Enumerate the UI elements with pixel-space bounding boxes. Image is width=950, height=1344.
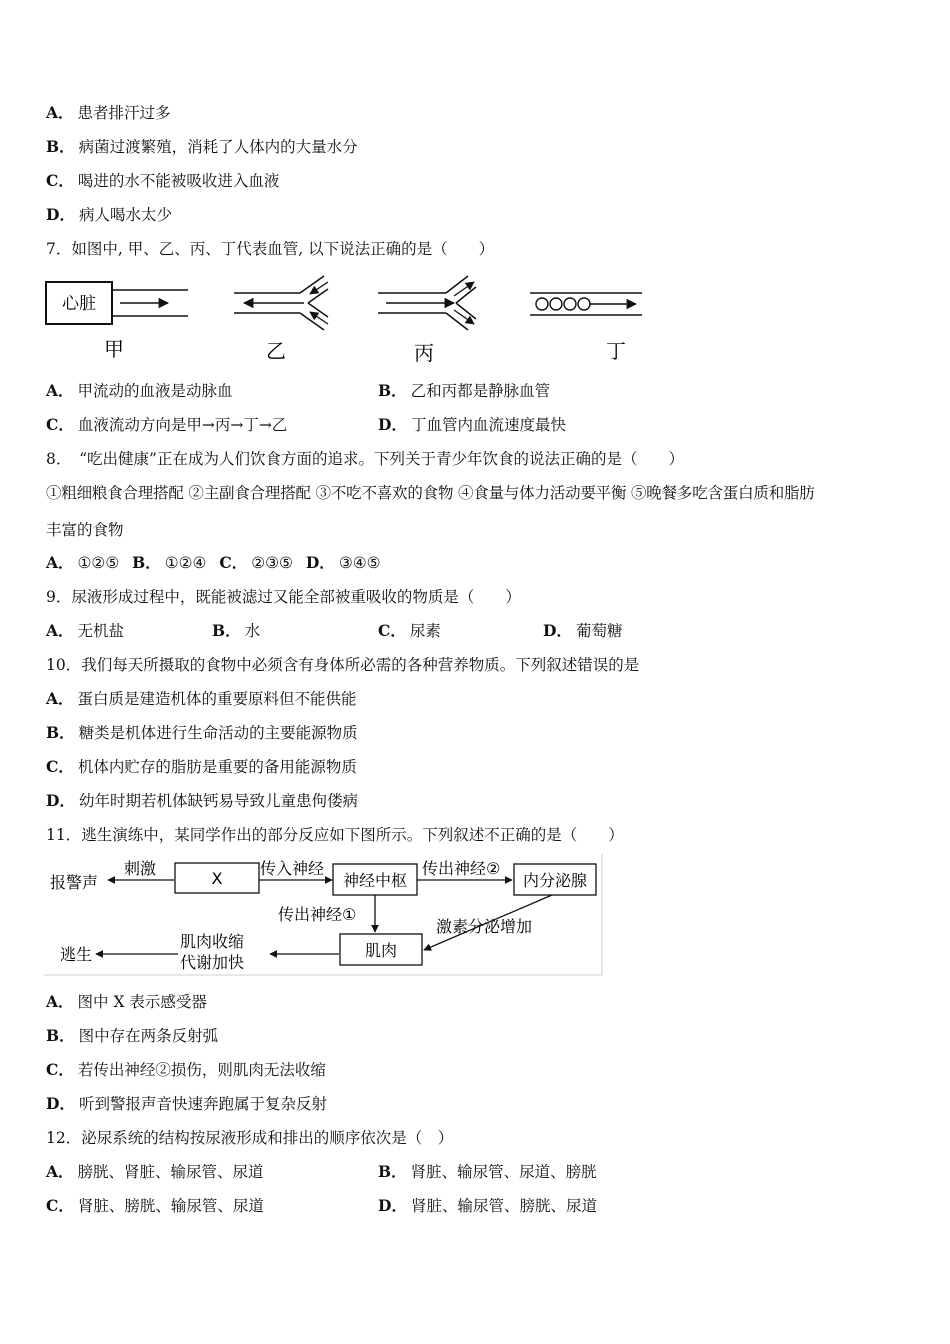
q11-option-a — [46, 992, 207, 1012]
q9-option-c — [378, 621, 441, 641]
option-letter: A． — [46, 1162, 74, 1181]
option-letter: A． — [46, 381, 74, 400]
option-text: 肾脏、输尿管、膀胱、尿道 — [410, 1197, 597, 1215]
q8-options — [46, 553, 381, 573]
heart-label: 心脏 — [62, 294, 96, 314]
option-letter: C． — [46, 1196, 74, 1215]
option-text: ①②④ — [164, 554, 207, 572]
option-text: 无机盐 — [77, 622, 125, 640]
vessel-bing — [378, 276, 476, 365]
option-text: 肾脏、输尿管、尿道、膀胱 — [410, 1163, 597, 1181]
option-letter: D． — [378, 1196, 407, 1215]
vessel-label-yi: 乙 — [266, 339, 286, 363]
q11-reflex-diagram — [44, 854, 604, 978]
vessel-label-jia: 甲 — [104, 337, 124, 361]
option-letter: D． — [378, 415, 407, 434]
q7-option-d — [378, 415, 566, 435]
stimulus-label: 刺激 — [124, 859, 157, 878]
option-letter: D． — [543, 621, 572, 640]
q6-option-c — [46, 171, 279, 191]
x-label: X — [211, 869, 223, 888]
q10-option-a — [46, 689, 357, 709]
option-text: 喝进的水不能被吸收进入血液 — [77, 172, 280, 190]
vessel-yi — [234, 276, 328, 363]
option-text: 乙和丙都是静脉血管 — [410, 382, 551, 400]
option-text: 丁血管内血流速度最快 — [410, 416, 566, 434]
option-letter: C． — [219, 553, 248, 572]
option-text: 图中存在两条反射弧 — [78, 1027, 219, 1045]
option-letter: A． — [46, 553, 74, 572]
q8-option-c — [219, 554, 293, 572]
q8-items-line1: ①粗细粮食合理搭配 ②主副食合理搭配 ③不吃不喜欢的食物 ④食量与体力活动要平衡 ⑤晚餐多吃含蛋白质和脂肪 — [46, 484, 815, 502]
option-text: ①②⑤ — [77, 554, 120, 572]
q8-option-a — [46, 554, 119, 572]
q10-option-b — [46, 723, 358, 743]
option-letter: C． — [46, 171, 74, 190]
option-letter: C． — [378, 621, 406, 640]
endocrine-gland-label: 内分泌腺 — [522, 871, 588, 890]
vessel-label-bing: 丙 — [414, 341, 434, 365]
q11-option-b — [46, 1026, 218, 1046]
q7-option-b — [378, 381, 550, 401]
q12-stem: 12．泌尿系统的结构按尿液形成和排出的顺序依次是（ ） — [46, 1129, 454, 1147]
q8-items-line2: 丰富的食物 — [46, 521, 124, 539]
option-letter: B． — [212, 621, 241, 640]
option-text: 病菌过渡繁殖，消耗了人体内的大量水分 — [78, 138, 358, 156]
q6-option-d — [46, 205, 172, 225]
metabolism-label: 代谢加快 — [180, 953, 245, 972]
q11-option-c — [46, 1060, 326, 1080]
option-letter: D． — [46, 1094, 75, 1113]
q12-option-a — [46, 1162, 264, 1182]
option-letter: A． — [46, 103, 74, 122]
q7-option-a — [46, 381, 233, 401]
option-letter: B． — [46, 1026, 75, 1045]
option-letter: A． — [46, 689, 74, 708]
option-text: 膀胱、肾脏、输尿管、尿道 — [77, 1163, 264, 1181]
option-text: 听到警报声音快速奔跑属于复杂反射 — [78, 1095, 327, 1113]
nerve-center-label: 神经中枢 — [342, 871, 408, 890]
option-letter: A． — [46, 992, 74, 1011]
option-text: 水 — [244, 622, 261, 640]
afferent-nerve-label: 传入神经 — [260, 859, 325, 878]
q12-option-b — [378, 1162, 597, 1182]
q7-option-c — [46, 415, 287, 435]
q9-stem: 9．尿液形成过程中，既能被滤过又能全部被重吸收的物质是（ ） — [46, 588, 521, 606]
q8-option-b — [132, 554, 206, 572]
muscle-label: 肌肉 — [364, 941, 398, 960]
option-letter: C． — [46, 1060, 74, 1079]
option-text: 蛋白质是建造机体的重要原料但不能供能 — [77, 690, 357, 708]
option-letter: D． — [46, 791, 75, 810]
option-letter: B． — [378, 1162, 407, 1181]
q8-option-d — [306, 554, 381, 572]
option-letter: B． — [378, 381, 407, 400]
q11-option-d — [46, 1094, 327, 1114]
q12-option-c — [46, 1196, 264, 1216]
option-text: 机体内贮存的脂肪是重要的备用能源物质 — [77, 758, 357, 776]
option-text: 幼年时期若机体缺钙易导致儿童患佝偻病 — [78, 792, 358, 810]
option-text: 尿素 — [409, 622, 441, 640]
q6-option-a — [46, 103, 171, 123]
q10-option-d — [46, 791, 358, 811]
option-text: 甲流动的血液是动脉血 — [77, 382, 233, 400]
option-text: ②③⑤ — [251, 554, 293, 572]
option-text: ③④⑤ — [338, 554, 381, 572]
q10-stem: 10．我们每天所摄取的食物中必须含有身体所必需的各种营养物质。下列叙述错误的是 — [46, 656, 640, 674]
option-letter: C． — [46, 757, 74, 776]
efferent-nerve-2-label: 传出神经② — [422, 859, 501, 878]
hormone-secretion-label: 激素分泌增加 — [436, 917, 533, 936]
q7-blood-vessel-figure — [44, 274, 654, 366]
vessel-jia — [46, 282, 188, 361]
q11-stem: 11．逃生演练中，某同学作出的部分反应如下图所示。下列叙述不正确的是（ ） — [46, 826, 624, 844]
alarm-sound-label: 报警声 — [50, 873, 99, 892]
option-letter: A． — [46, 621, 74, 640]
q9-option-a — [46, 621, 124, 641]
option-letter: D． — [46, 205, 75, 224]
vessel-label-ding: 丁 — [606, 339, 626, 363]
option-letter: B． — [132, 553, 161, 572]
escape-label: 逃生 — [60, 945, 93, 964]
q7-stem: 7．如图中, 甲、乙、丙、丁代表血管, 以下说法正确的是（ ） — [46, 240, 495, 258]
efferent-nerve-1-label: 传出神经① — [278, 905, 357, 924]
option-text: 若传出神经②损伤，则肌肉无法收缩 — [77, 1061, 326, 1079]
option-text: 患者排汗过多 — [77, 104, 171, 122]
vessel-ding — [530, 293, 642, 363]
muscle-contract-label: 肌肉收缩 — [180, 932, 245, 951]
q8-stem: 8． “吃出健康”正在成为人们饮食方面的追求。下列关于青少年饮食的说法正确的是（ ） — [46, 450, 684, 468]
q9-option-d — [543, 621, 622, 641]
option-text: 病人喝水太少 — [78, 206, 172, 224]
option-letter: D． — [305, 553, 335, 572]
option-text: 图中 X 表示感受器 — [77, 993, 207, 1011]
q12-option-d — [378, 1196, 597, 1216]
option-text: 糖类是机体进行生命活动的主要能源物质 — [78, 724, 358, 742]
q10-option-c — [46, 757, 357, 777]
option-text: 肾脏、膀胱、输尿管、尿道 — [77, 1197, 264, 1215]
option-text: 血液流动方向是甲→丙→丁→乙 — [77, 416, 288, 434]
q6-option-b — [46, 137, 358, 157]
option-text: 葡萄糖 — [575, 622, 623, 640]
option-letter: C． — [46, 415, 74, 434]
option-letter: B． — [46, 723, 75, 742]
option-letter: B． — [46, 137, 75, 156]
q9-option-b — [212, 621, 260, 641]
